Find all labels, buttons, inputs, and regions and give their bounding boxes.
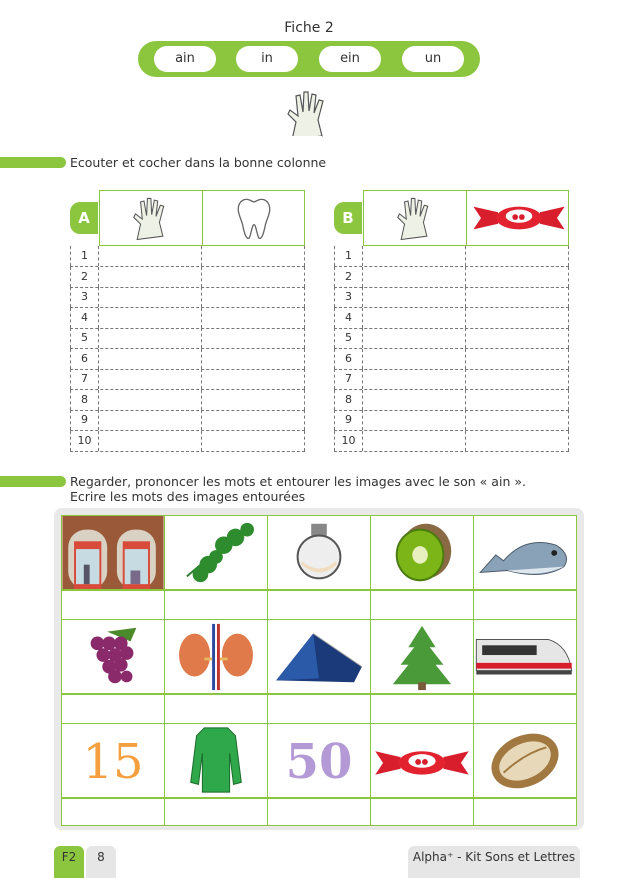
check-cell[interactable] [99, 308, 202, 328]
check-cell[interactable] [363, 287, 466, 307]
row-number: 2 [70, 267, 99, 287]
row-number: 4 [70, 308, 99, 328]
check-cell[interactable] [202, 308, 305, 328]
check-cell[interactable] [99, 328, 202, 348]
hand-icon [282, 88, 332, 144]
footer-code: F2 [54, 846, 84, 878]
fir-tree-icon [371, 620, 473, 693]
write-cell[interactable] [370, 694, 474, 724]
check-cell[interactable] [202, 287, 305, 307]
write-cell[interactable] [164, 694, 268, 724]
image-storefront[interactable] [61, 515, 165, 590]
check-cell[interactable] [99, 349, 202, 369]
table-a-header-hand [100, 191, 203, 245]
perfume-icon [268, 516, 370, 589]
check-cell[interactable] [202, 410, 305, 430]
write-cell[interactable] [267, 590, 371, 620]
parsley-icon [165, 516, 267, 589]
table-row [70, 328, 305, 349]
row-number: 8 [334, 390, 363, 410]
image-tent[interactable] [267, 619, 371, 694]
row-number: 1 [334, 246, 363, 266]
instruction-look: Regarder, prononcer les mots et entourer les images avec le son « ain ». [70, 474, 526, 489]
sound-pill-un: un [402, 46, 464, 72]
table-a-header-tooth [203, 191, 306, 245]
write-cell[interactable] [164, 590, 268, 620]
image-parsley[interactable] [164, 515, 268, 590]
write-cell[interactable] [473, 590, 577, 620]
check-cell[interactable] [99, 287, 202, 307]
table-row [334, 267, 569, 288]
table-row [70, 308, 305, 329]
check-cell[interactable] [466, 246, 569, 266]
write-cell[interactable] [473, 798, 577, 826]
check-cell[interactable] [466, 349, 569, 369]
sound-bar [138, 41, 480, 77]
table-b-label: B [334, 202, 362, 234]
check-cell[interactable] [99, 246, 202, 266]
check-cell[interactable] [99, 390, 202, 410]
table-b-header-candy [467, 191, 570, 245]
table-row [70, 390, 305, 411]
table-row [70, 431, 305, 452]
image-fir-tree[interactable] [370, 619, 474, 694]
check-cell[interactable] [363, 431, 466, 451]
table-row [334, 287, 569, 308]
fish-icon [474, 516, 576, 589]
row-number: 2 [334, 267, 363, 287]
number-fifteen: 15 [82, 734, 144, 790]
table-row [70, 369, 305, 390]
table-row [334, 390, 569, 411]
kiwi-icon [371, 516, 473, 589]
check-cell[interactable] [363, 246, 466, 266]
check-cell[interactable] [466, 328, 569, 348]
table-b-header [363, 190, 569, 246]
footer-page-number: 8 [86, 846, 116, 878]
image-perfume[interactable] [267, 515, 371, 590]
row-number: 6 [70, 349, 99, 369]
table-row [334, 410, 569, 431]
check-cell[interactable] [99, 267, 202, 287]
table-row [70, 410, 305, 431]
sound-pill-ain: ain [154, 46, 216, 72]
check-cell[interactable] [99, 431, 202, 451]
check-cell[interactable] [202, 390, 305, 410]
row-number: 5 [70, 328, 99, 348]
page-title: Fiche 2 [284, 20, 334, 36]
sound-pill-ein: ein [319, 46, 381, 72]
write-cell[interactable] [61, 798, 165, 826]
row-number: 7 [334, 369, 363, 389]
write-cell[interactable] [61, 590, 165, 620]
table-a-label: A [70, 202, 98, 234]
image-fish[interactable] [473, 515, 577, 590]
write-cell[interactable] [164, 798, 268, 826]
check-cell[interactable] [363, 349, 466, 369]
candy-icon [371, 724, 473, 797]
image-kiwi[interactable] [370, 515, 474, 590]
coat-icon [165, 724, 267, 797]
tooth-icon [235, 196, 273, 242]
instruction-listen: Ecouter et cocher dans la bonne colonne [70, 155, 327, 170]
image-number-50[interactable] [267, 723, 371, 798]
table-row [70, 287, 305, 308]
check-cell[interactable] [202, 246, 305, 266]
image-grapes[interactable] [61, 619, 165, 694]
train-icon [474, 620, 576, 693]
section-marker [0, 157, 66, 168]
write-cell[interactable] [370, 590, 474, 620]
table-row [334, 328, 569, 349]
check-cell[interactable] [466, 369, 569, 389]
image-candy[interactable] [370, 723, 474, 798]
image-coat[interactable] [164, 723, 268, 798]
kidneys-icon [165, 620, 267, 693]
row-number: 3 [334, 287, 363, 307]
candy-icon [471, 199, 567, 237]
check-cell[interactable] [363, 328, 466, 348]
table-row [334, 369, 569, 390]
number-fifty: 50 [285, 734, 353, 790]
write-cell[interactable] [370, 798, 474, 826]
check-cell[interactable] [466, 287, 569, 307]
check-cell[interactable] [99, 410, 202, 430]
image-train[interactable] [473, 619, 577, 694]
row-number: 10 [334, 431, 363, 451]
row-number: 1 [70, 246, 99, 266]
image-number-15[interactable] [61, 723, 165, 798]
row-number: 6 [334, 349, 363, 369]
row-number: 8 [70, 390, 99, 410]
table-row [70, 267, 305, 288]
check-cell[interactable] [363, 267, 466, 287]
check-cell[interactable] [363, 308, 466, 328]
table-row [70, 349, 305, 370]
grapes-icon [62, 620, 164, 693]
tent-icon [268, 620, 370, 693]
table-b-header-hand [364, 191, 467, 245]
row-number: 3 [70, 287, 99, 307]
write-cell[interactable] [473, 694, 577, 724]
table-row [334, 246, 569, 267]
table-row [334, 431, 569, 452]
check-cell[interactable] [363, 390, 466, 410]
check-cell[interactable] [202, 267, 305, 287]
write-cell[interactable] [267, 798, 371, 826]
hand-icon [128, 195, 172, 243]
table-a-header [99, 190, 305, 246]
check-cell[interactable] [466, 390, 569, 410]
row-number: 4 [334, 308, 363, 328]
instruction-write: Ecrire les mots des images entourées [70, 489, 306, 504]
image-bread[interactable] [473, 723, 577, 798]
row-number: 9 [334, 410, 363, 430]
check-cell[interactable] [363, 410, 466, 430]
image-grid [54, 508, 584, 830]
check-cell[interactable] [99, 369, 202, 389]
footer-brand: Alpha⁺ - Kit Sons et Lettres [408, 846, 580, 878]
section-marker [0, 476, 66, 487]
bread-icon [474, 724, 576, 797]
row-number: 7 [70, 369, 99, 389]
check-cell[interactable] [202, 349, 305, 369]
check-cell[interactable] [202, 431, 305, 451]
table-row [334, 349, 569, 370]
write-cell[interactable] [267, 694, 371, 724]
image-kidneys[interactable] [164, 619, 268, 694]
table-row [334, 308, 569, 329]
row-number: 9 [70, 410, 99, 430]
hand-icon [392, 195, 436, 243]
check-cell[interactable] [363, 369, 466, 389]
write-cell[interactable] [61, 694, 165, 724]
check-cell[interactable] [466, 410, 569, 430]
sound-pill-in: in [236, 46, 298, 72]
check-cell[interactable] [466, 431, 569, 451]
check-cell[interactable] [202, 369, 305, 389]
row-number: 10 [70, 431, 99, 451]
row-number: 5 [334, 328, 363, 348]
storefront-icon [62, 516, 164, 589]
check-cell[interactable] [466, 267, 569, 287]
table-row [70, 246, 305, 267]
check-cell[interactable] [202, 328, 305, 348]
check-cell[interactable] [466, 308, 569, 328]
